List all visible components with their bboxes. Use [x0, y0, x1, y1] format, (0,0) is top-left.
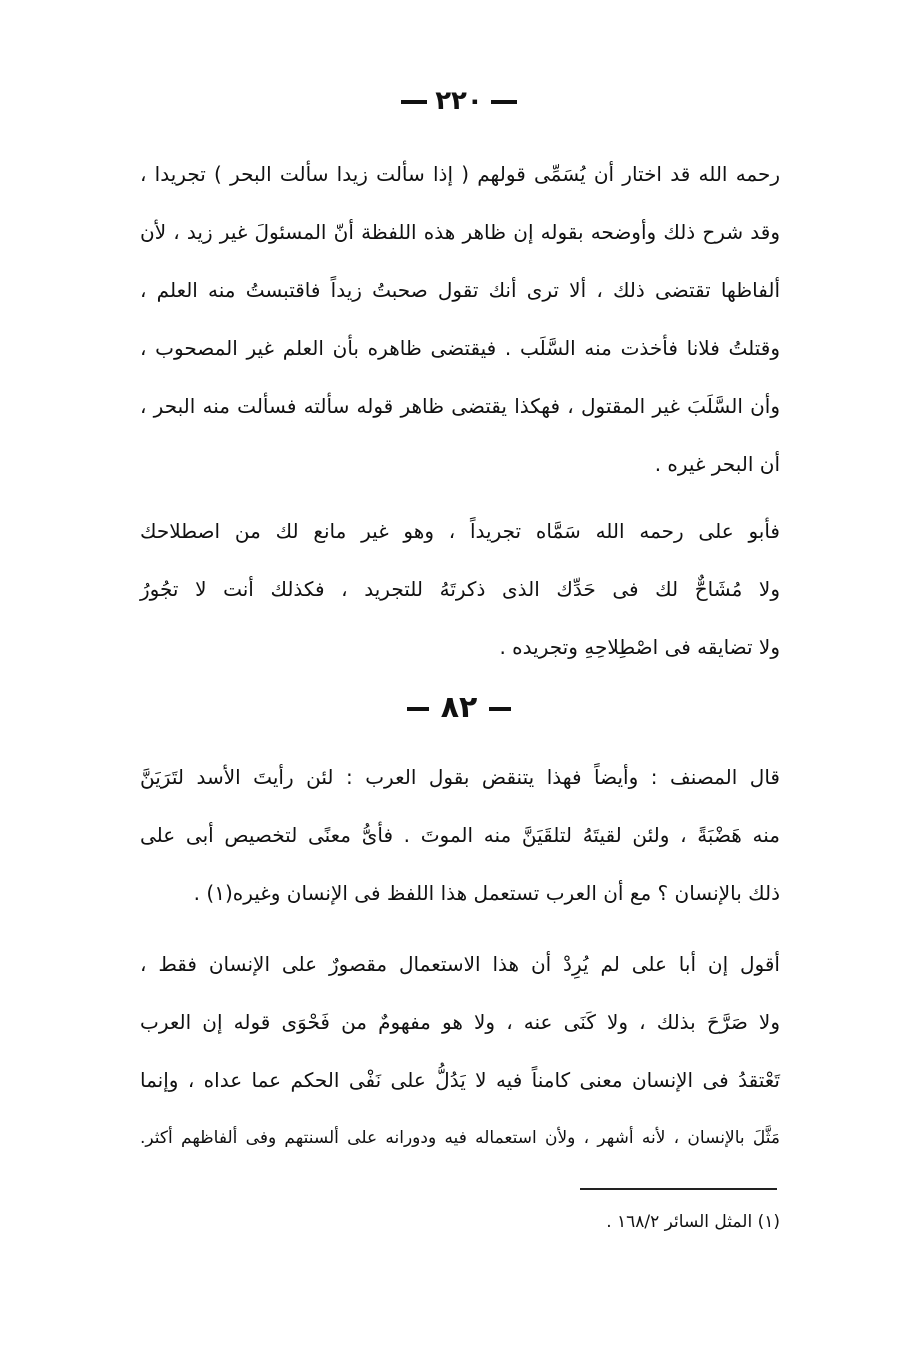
paragraph-1: [140, 145, 780, 493]
dash-left: [401, 100, 427, 104]
footnote: (١) المثل السائر ١٦٨/٢ .: [606, 1212, 780, 1232]
text-line: ولا مُشَاحٌّ لك فى حَدِّك الذى ذكرتَهُ للتجريد ، فكذلك أنت لا تجُورُ: [140, 577, 780, 601]
text-line: أقول إن أبا على لم يُرِدْ أن هذا الاستعمال مقصورٌ على الإنسان فقط ،: [140, 952, 780, 976]
text-line: منه هَضْبَةً ، ولئن لقيتَهُ لتلقَيَنَّ منه الموتَ . فأىُّ معنًى لتخصيص أبى على: [140, 823, 780, 847]
text-line: ذلك بالإنسان ؟ مع أن العرب تستعمل هذا اللفظ فى الإنسان وغيره(١) .: [193, 881, 780, 905]
text-line: وأن السَّلَبَ غير المقتول ، فهكذا يقتضى ظاهر قوله سألته فسألت منه البحر ،: [140, 394, 780, 418]
footnote-separator: [580, 1188, 777, 1190]
dash-right: [491, 100, 517, 104]
text-line: فأبو على رحمه الله سَمَّاه تجريداً ، وهو غير مانع لك من اصطلاحك: [140, 519, 780, 543]
text-line: رحمه الله قد اختار أن يُسَمِّى قولهم ( إذا سألت زيدا سألت البحر ) تجريدا ،: [140, 162, 780, 186]
text-line: وقتلتُ فلانا فأخذت منه السَّلَب . فيقتضى ظاهره بأن العلم غير المصحوب ،: [140, 336, 780, 360]
text-line: مَثَّلَ بالإنسان ، لأنه أشهر ، ولأن استعماله فيه ودورانه على ألسنتهم وفى ألفاظهم أكثر.: [140, 1128, 780, 1148]
text-line: أن البحر غيره .: [654, 452, 780, 476]
text-line: وقد شرح ذلك وأوضحه بقوله إن ظاهر هذه اللفظة أنّ المسئولَ غير زيد ، لأن: [140, 220, 780, 244]
paragraph-4: [140, 935, 780, 1167]
paragraph-2: [140, 502, 780, 676]
text-line: قال المصنف : وأيضاً فهذا يتنقض بقول العرب : لئن رأيتَ الأسد لتَرَيَنَّ: [140, 765, 780, 789]
text-line: ولا صَرَّحَ بذلك ، ولا كَنَى عنه ، ولا هو مفهومٌ من فَحْوَى قوله إن العرب: [140, 1010, 780, 1034]
dash-left: [407, 707, 429, 711]
text-line: ولا تضايقه فى اصْطِلاحِهِ وتجريده .: [499, 635, 780, 659]
text-line: تَعْتقدُ فى الإنسان معنى كامناً فيه لا يَدُلُّ على نَفْى الحكم عما عداه ، وإنما: [140, 1068, 780, 1092]
page-number: [0, 86, 918, 116]
text-line: ألفاظها تقتضى ذلك ، ألا ترى أنك تقول صحبتُ زيداً فاقتبستُ منه العلم ،: [140, 278, 780, 302]
page-number-text: ٢٢٠: [435, 86, 483, 116]
dash-right: [489, 707, 511, 711]
paragraph-3: [140, 748, 780, 922]
section-number: [0, 690, 918, 725]
section-number-text: ٨٢: [440, 690, 478, 725]
